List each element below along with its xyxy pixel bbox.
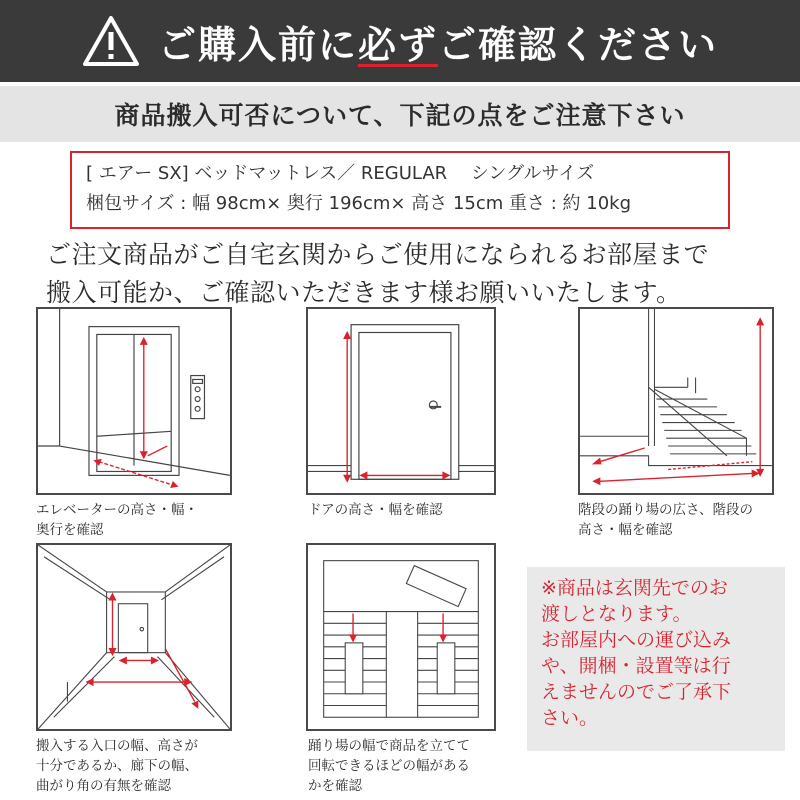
elevator-illustration [36, 307, 232, 495]
landing-caption: 踊り場の幅で商品を立てて 回転できるほどの幅がある かを確認 [308, 738, 470, 794]
warning-triangle-icon [82, 15, 140, 67]
spec-line-2: 梱包サイズ : 幅 98cm× 奥行 196cm× 高さ 15cm 重さ : 約 10kg [86, 193, 632, 214]
subheader-text: 商品搬入可否について、下記の点をご注意下さい [114, 101, 686, 130]
landing-illustration [306, 543, 496, 731]
intro-line-2: 搬入可能か、ご確認いただきます様お願いいたします。 [46, 278, 682, 307]
product-spec-box [70, 151, 730, 229]
page-title: ご購入前に必ずご確認ください [157, 22, 719, 67]
title-highlight: 必ず [357, 22, 438, 67]
notice-line: えませんのでご了承下 [541, 681, 732, 703]
corridor-illustration [36, 543, 232, 731]
delivery-notice-box [527, 567, 785, 751]
stairs-caption: 階段の踊り場の広さ、階段の 高さ・幅を確認 [578, 502, 753, 538]
stairs-illustration [578, 307, 774, 495]
door-illustration [306, 307, 496, 495]
header-banner [0, 0, 800, 82]
elevator-caption: エレベーターの高さ・幅・ 奥行を確認 [36, 502, 198, 538]
notice-line: お部屋内への運び込み [541, 629, 732, 651]
corridor-caption: 搬入する入口の幅、高さが 十分であるか、廊下の幅、 曲がり角の有無を確認 [36, 738, 198, 794]
intro-text [46, 236, 786, 312]
subheader-band [0, 86, 800, 142]
notice-line: や、開梱・設置等は行 [541, 655, 731, 677]
notice-line: さい。 [541, 707, 599, 729]
notice-line: 渡しとなります。 [541, 603, 692, 625]
intro-line-1: ご注文商品がご自宅玄関からご使用になられるお部屋まで [46, 240, 710, 269]
notice-line: ※商品は玄関先でのお [541, 577, 728, 599]
spec-line-1: [ エアー SX] ベッドマットレス／ REGULAR シングルサイズ [86, 163, 595, 184]
door-caption: ドアの高さ・幅を確認 [308, 502, 443, 518]
